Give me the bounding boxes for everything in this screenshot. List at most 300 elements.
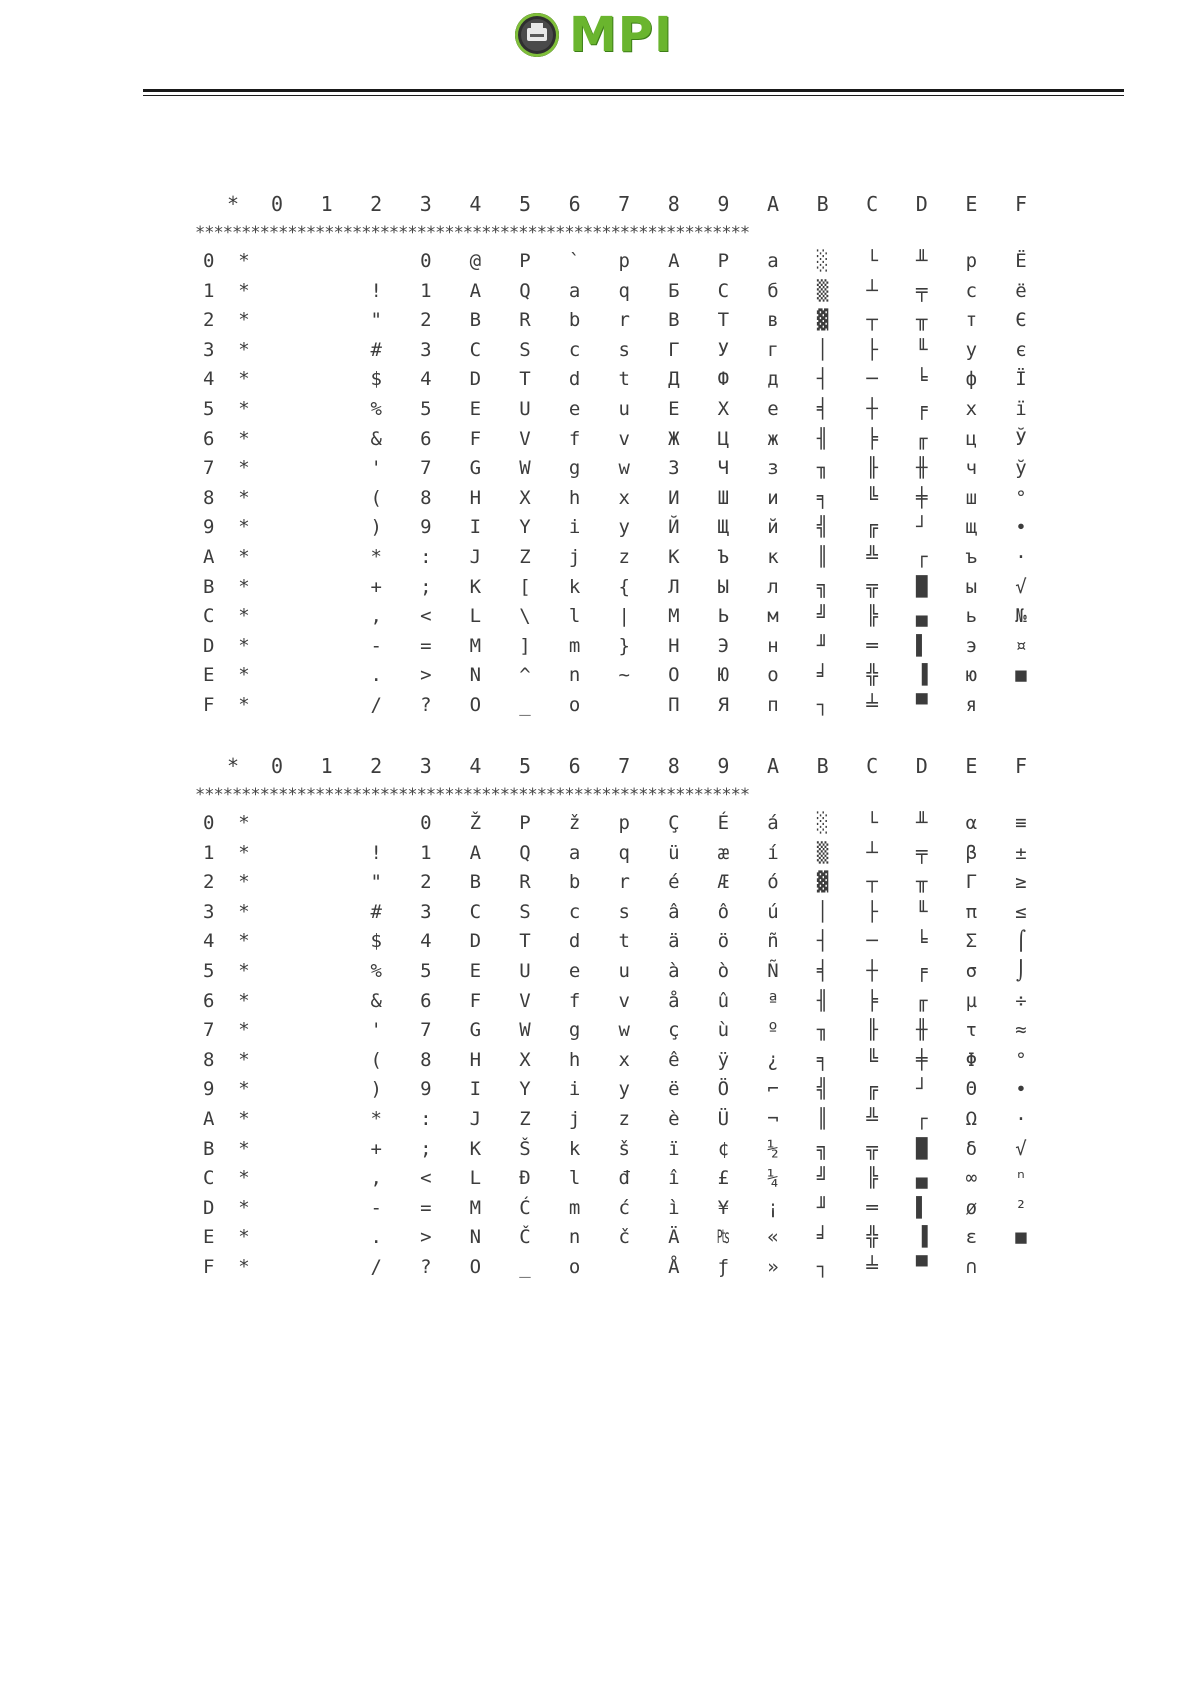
character-cell: G	[469, 457, 482, 480]
character-cell: 5	[420, 398, 432, 420]
character-cell: Z	[519, 1108, 531, 1130]
character-cell: А	[668, 250, 680, 272]
character-cell: r	[618, 309, 630, 332]
character-cell: !	[370, 841, 382, 864]
row-star: *	[238, 368, 250, 391]
character-cell: σ	[965, 960, 978, 982]
character-cell: ¢	[717, 1137, 730, 1160]
character-cell: ╦	[866, 1137, 878, 1160]
column-header: 4	[469, 192, 482, 216]
character-cell: f	[568, 989, 581, 1012]
character-cell: "	[370, 871, 382, 894]
character-cell: p	[618, 250, 630, 272]
row-star: *	[238, 1048, 250, 1071]
character-cell: 6	[420, 427, 432, 450]
row-label: E	[203, 664, 215, 687]
character-cell: °	[1015, 1048, 1027, 1071]
character-cell: ц	[965, 427, 978, 450]
character-cell: _	[519, 1256, 531, 1278]
row-label: B	[203, 1137, 215, 1160]
character-cell: ¿	[767, 1048, 779, 1071]
character-cell: G	[469, 1019, 482, 1042]
character-cell: ┬	[866, 309, 878, 332]
row-star: *	[238, 900, 250, 923]
character-cell: >	[420, 664, 432, 687]
character-cell: Q	[519, 279, 531, 302]
character-cell: 3	[420, 900, 432, 923]
character-cell: v	[618, 427, 630, 450]
character-cell: z	[618, 546, 630, 568]
character-cell: )	[370, 516, 382, 539]
character-cell: ┬	[866, 871, 878, 894]
character-cell: ─	[866, 930, 878, 953]
character-cell: &	[370, 989, 382, 1012]
row-label: C	[203, 1167, 215, 1190]
character-cell: ε	[965, 1226, 978, 1249]
character-cell: √	[1015, 1137, 1027, 1160]
character-cell: '	[370, 457, 382, 480]
character-cell: I	[469, 1078, 482, 1101]
character-cell: ╤	[916, 279, 928, 302]
character-cell: ╜	[816, 1196, 829, 1219]
character-cell: t	[618, 930, 630, 953]
character-cell: ■	[1015, 664, 1027, 687]
character-cell: ╣	[816, 1078, 829, 1101]
character-cell: *	[370, 1108, 382, 1130]
character-cell: ?	[420, 694, 432, 716]
character-cell: в	[767, 309, 779, 332]
character-cell: ⁿ	[1015, 1167, 1027, 1190]
character-cell: ┤	[816, 930, 829, 953]
row-star: *	[238, 930, 250, 953]
character-cell: │	[816, 900, 829, 923]
character-cell: Ю	[717, 664, 730, 687]
row-label: 6	[203, 427, 215, 450]
character-cell: └	[866, 250, 878, 272]
character-cell: %	[370, 398, 382, 420]
character-cell: 4	[420, 368, 432, 391]
column-header: 1	[320, 754, 333, 778]
character-cell: T	[519, 368, 531, 391]
character-cell: ▄	[916, 605, 928, 628]
character-cell: <	[420, 1167, 432, 1190]
character-cell: ┤	[816, 368, 829, 391]
character-cell: Y	[519, 516, 531, 539]
character-cell: w	[618, 1019, 630, 1042]
character-cell: s	[618, 338, 630, 361]
character-cell: .	[370, 664, 382, 687]
character-cell: ╚	[866, 486, 878, 509]
row-star: *	[238, 960, 250, 982]
character-cell: O	[469, 1256, 482, 1278]
character-cell: +	[370, 1137, 382, 1160]
character-cell: L	[469, 605, 482, 628]
printer-icon	[515, 13, 559, 57]
character-cell: ∙	[1015, 516, 1027, 539]
character-cell: π	[965, 900, 978, 923]
character-cell: √	[1015, 575, 1027, 598]
character-cell: »	[767, 1256, 779, 1278]
character-cell: 1	[420, 841, 432, 864]
character-cell: k	[568, 575, 581, 598]
character-cell: ▄	[916, 1167, 928, 1190]
character-cell: /	[370, 694, 382, 716]
character-cell: ╓	[916, 989, 928, 1012]
character-cell: Ї	[1015, 368, 1027, 391]
character-cell: =	[420, 634, 432, 657]
character-cell: %	[370, 960, 382, 982]
character-cell: ·	[1015, 546, 1027, 568]
character-cell: é	[668, 871, 680, 894]
column-header-row	[195, 193, 1095, 215]
row-label: D	[203, 1196, 215, 1219]
character-cell: ¤	[1015, 634, 1027, 657]
row-star: *	[238, 309, 250, 332]
column-header: B	[816, 754, 829, 778]
character-cell: K	[469, 575, 482, 598]
character-cell: P	[519, 250, 531, 272]
character-cell: E	[469, 398, 482, 420]
character-cell: b	[568, 309, 581, 332]
column-header: 2	[370, 754, 383, 778]
character-cell: ┴	[866, 279, 878, 302]
character-cell: ╡	[816, 960, 829, 982]
character-cell: g	[568, 457, 581, 480]
character-cell: Ç	[668, 812, 680, 834]
character-cell: №	[1015, 605, 1027, 628]
character-cell: ù	[717, 1019, 730, 1042]
character-cell: ■	[1015, 1226, 1027, 1249]
character-cell: ¬	[767, 1108, 779, 1130]
character-cell: ъ	[965, 546, 978, 568]
column-header: 3	[419, 192, 432, 216]
character-cell: w	[618, 457, 630, 480]
character-cell: j	[568, 1108, 581, 1130]
column-header: 3	[419, 754, 432, 778]
column-header: 4	[469, 754, 482, 778]
character-cell: T	[519, 930, 531, 953]
character-cell: ü	[668, 841, 680, 864]
character-cell: a	[568, 841, 581, 864]
character-cell: ╜	[816, 634, 829, 657]
character-cell: ╘	[916, 930, 928, 953]
character-cell: 5	[420, 960, 432, 982]
character-cell: Č	[519, 1226, 531, 1249]
character-cell: B	[469, 871, 482, 894]
row-label: B	[203, 575, 215, 598]
row-star: *	[238, 1256, 250, 1278]
character-cell: X	[519, 486, 531, 509]
character-cell: B	[469, 309, 482, 332]
character-cell: F	[469, 427, 482, 450]
row-star: *	[238, 338, 250, 361]
character-cell: ╪	[916, 486, 928, 509]
character-cell: О	[668, 664, 680, 687]
row-label: 3	[203, 900, 215, 923]
column-header: 6	[568, 192, 581, 216]
character-cell: Ü	[717, 1108, 730, 1130]
character-cell: i	[568, 1078, 581, 1101]
character-cell: h	[568, 1048, 581, 1071]
column-header: 9	[717, 192, 730, 216]
character-cell: ╟	[866, 457, 878, 480]
character-cell: n	[568, 1226, 581, 1249]
character-cell: ╚	[866, 1048, 878, 1071]
character-cell: Ь	[717, 605, 730, 628]
character-cell: º	[767, 1019, 779, 1042]
character-cell: Ö	[717, 1078, 730, 1101]
character-cell: ▒	[816, 841, 829, 864]
row-label: 4	[203, 930, 215, 953]
character-cell: ª	[767, 989, 779, 1012]
row-label: 9	[203, 1078, 215, 1101]
character-cell: ╨	[916, 812, 928, 834]
character-cell: v	[618, 989, 630, 1012]
character-cell: a	[568, 279, 581, 302]
column-header: F	[1014, 754, 1028, 778]
character-cell: И	[668, 486, 680, 509]
character-cell: _	[519, 694, 531, 716]
character-cell: ò	[717, 960, 730, 982]
character-cell: J	[469, 1108, 482, 1130]
character-cell: ╩	[866, 546, 878, 568]
character-cell: ê	[668, 1048, 680, 1071]
character-cell: ▓	[816, 309, 829, 332]
row-label: E	[203, 1226, 215, 1249]
character-cell: ²	[1015, 1196, 1027, 1219]
character-cell: п	[767, 694, 779, 716]
character-cell: i	[568, 516, 581, 539]
character-cell: °	[1015, 486, 1027, 509]
character-cell: д	[767, 368, 779, 391]
character-cell: Э	[717, 634, 730, 657]
character-cell: Š	[519, 1137, 531, 1160]
character-cell: ┐	[816, 1256, 829, 1278]
character-cell: p	[618, 812, 630, 834]
character-cell: Y	[519, 1078, 531, 1101]
character-cell: ╠	[866, 1167, 878, 1190]
row-star: *	[238, 605, 250, 628]
character-cell: 7	[420, 457, 432, 480]
character-cell: ë	[668, 1078, 680, 1101]
character-cell: N	[469, 1226, 482, 1249]
character-cell: y	[618, 1078, 630, 1101]
character-cell: ¼	[767, 1167, 779, 1190]
character-cell: ∙	[1015, 1078, 1027, 1101]
character-cell: ć	[618, 1196, 630, 1219]
column-header: D	[915, 192, 928, 216]
character-cell: о	[767, 664, 779, 687]
character-cell: У	[717, 338, 730, 361]
character-cell: ä	[668, 930, 680, 953]
character-cell: δ	[965, 1137, 978, 1160]
character-cell: ░	[816, 250, 829, 272]
character-cell: ö	[717, 930, 730, 953]
character-cell: ╬	[866, 664, 878, 687]
character-cell: ╟	[866, 1019, 878, 1042]
character-cell: O	[469, 694, 482, 716]
character-cell: █	[916, 1137, 928, 1160]
character-cell: ì	[668, 1196, 680, 1219]
character-cell: ╢	[816, 989, 829, 1012]
character-cell: ├	[866, 900, 878, 923]
character-cell: -	[370, 634, 382, 657]
character-cell: ╕	[816, 1048, 829, 1071]
character-cell: Σ	[965, 930, 978, 953]
character-cell: >	[420, 1226, 432, 1249]
character-cell: <	[420, 605, 432, 628]
character-cell: ,	[370, 605, 382, 628]
character-cell: ╔	[866, 1078, 878, 1101]
column-header: C	[866, 754, 879, 778]
character-cell: ₧	[717, 1226, 730, 1249]
character-cell: ┼	[866, 960, 878, 982]
character-cell: t	[618, 368, 630, 391]
column-header: C	[866, 192, 879, 216]
character-cell: э	[965, 634, 978, 657]
character-cell: đ	[618, 1167, 630, 1190]
character-cell: ╘	[916, 368, 928, 391]
character-cell: -	[370, 1196, 382, 1219]
row-label: 4	[203, 368, 215, 391]
character-cell: Я	[717, 694, 730, 716]
character-cell: C	[469, 338, 482, 361]
character-cell: 0	[420, 812, 432, 834]
character-cell: É	[717, 812, 730, 834]
character-cell: Ж	[668, 427, 680, 450]
row-star: *	[238, 664, 250, 687]
character-cell: s	[618, 900, 630, 923]
character-cell: П	[668, 694, 680, 716]
character-cell: ç	[668, 1019, 680, 1042]
character-cell: 6	[420, 989, 432, 1012]
character-cell: ▀	[916, 694, 928, 716]
character-cell: ⌡	[1015, 960, 1027, 982]
row-label: 8	[203, 1048, 215, 1071]
character-cell: m	[568, 634, 581, 657]
character-cell: q	[618, 841, 630, 864]
character-cell: ⌠	[1015, 930, 1027, 953]
character-cell: м	[767, 605, 779, 628]
character-cell: С	[717, 279, 730, 302]
row-label: 9	[203, 516, 215, 539]
character-cell: á	[767, 812, 779, 834]
character-cell: ú	[767, 900, 779, 923]
character-cell: D	[469, 930, 482, 953]
row-star: *	[238, 279, 250, 302]
row-star: *	[238, 486, 250, 509]
character-cell: ┘	[916, 516, 928, 539]
character-cell: ╝	[816, 605, 829, 628]
character-cell: g	[568, 1019, 581, 1042]
character-cell: ж	[767, 427, 779, 450]
character-cell: ï	[668, 1137, 680, 1160]
character-cell: ╠	[866, 605, 878, 628]
character-cell: ┌	[916, 1108, 928, 1130]
character-cell: l	[568, 1167, 581, 1190]
character-cell: &	[370, 427, 382, 450]
character-cell: l	[568, 605, 581, 628]
character-cell: V	[519, 427, 531, 450]
character-cell: «	[767, 1226, 779, 1249]
character-cell: 8	[420, 1048, 432, 1071]
character-cell: Р	[717, 250, 730, 272]
character-cell: ;	[420, 575, 432, 598]
character-cell: я	[965, 694, 978, 716]
character-cell: ╬	[866, 1226, 878, 1249]
row-star: *	[238, 812, 250, 834]
character-cell: }	[618, 634, 630, 657]
character-cell: 7	[420, 1019, 432, 1042]
character-cell: ⌐	[767, 1078, 779, 1101]
character-cell: o	[568, 694, 581, 716]
character-cell: 2	[420, 309, 432, 332]
row-star: *	[238, 1137, 250, 1160]
character-cell: ▒	[816, 279, 829, 302]
character-cell: d	[568, 930, 581, 953]
character-cell: 3	[420, 338, 432, 361]
character-cell: ∞	[965, 1167, 978, 1190]
character-cell: ·	[1015, 1108, 1027, 1130]
column-header: 2	[370, 192, 383, 216]
character-cell: m	[568, 1196, 581, 1219]
row-star: *	[238, 1226, 250, 1249]
character-cell: |	[618, 605, 630, 628]
character-cell: Д	[668, 368, 680, 391]
character-cell: ≤	[1015, 900, 1027, 923]
character-cell: ▌	[916, 1196, 928, 1219]
character-cell: u	[618, 398, 630, 420]
character-cell: ╡	[816, 398, 829, 420]
character-cell: J	[469, 546, 482, 568]
row-star: *	[238, 1196, 250, 1219]
column-header: 6	[568, 754, 581, 778]
character-cell: â	[668, 900, 680, 923]
character-cell: ƒ	[717, 1256, 730, 1278]
character-cell: ┴	[866, 841, 878, 864]
character-cell: 2	[420, 871, 432, 894]
character-cell: d	[568, 368, 581, 391]
character-cell: e	[568, 398, 581, 420]
character-cell: E	[469, 960, 482, 982]
character-cell: х	[965, 398, 978, 420]
character-cell: f	[568, 427, 581, 450]
character-cell: ╖	[816, 457, 829, 480]
character-cell: (	[370, 1048, 382, 1071]
character-cell: I	[469, 516, 482, 539]
character-cell: è	[668, 1108, 680, 1130]
row-star: *	[238, 516, 250, 539]
row-label: 0	[203, 250, 215, 272]
row-star: *	[238, 1108, 250, 1130]
character-cell: L	[469, 1167, 482, 1190]
character-cell: x	[618, 486, 630, 509]
character-cell: q	[618, 279, 630, 302]
character-cell: и	[767, 486, 779, 509]
character-cell: Ž	[469, 812, 482, 834]
character-cell: c	[568, 338, 581, 361]
character-cell: ≥	[1015, 871, 1027, 894]
character-cell: )	[370, 1078, 382, 1101]
character-cell: '	[370, 1019, 382, 1042]
character-cell: W	[519, 1019, 531, 1042]
character-cell: ÿ	[717, 1048, 730, 1071]
character-cell: r	[618, 871, 630, 894]
character-cell: ╞	[866, 427, 878, 450]
character-cell: ░	[816, 812, 829, 834]
character-cell: ]	[519, 634, 531, 657]
character-cell: +	[370, 575, 382, 598]
